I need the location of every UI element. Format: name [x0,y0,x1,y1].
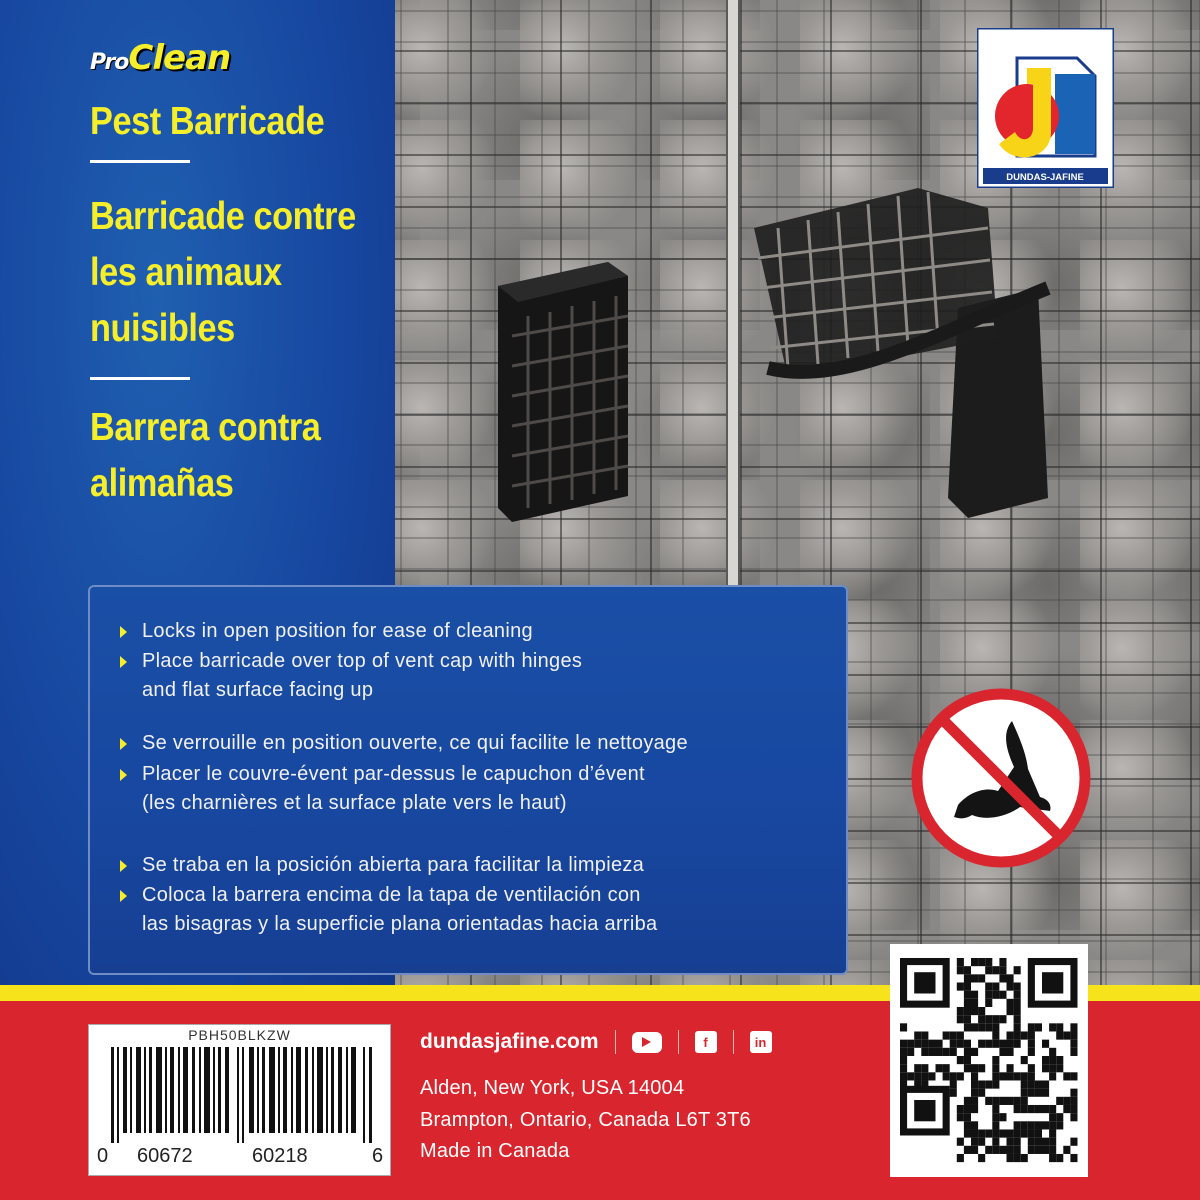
bullet-item: Place barricade over top of vent cap with hinges and flat surface facing up [120,647,582,705]
features-box [88,585,848,975]
dundas-jafine-logo [977,28,1114,188]
separator [615,1030,616,1054]
title-french: Barricade contre les animaux nuisibles [90,195,356,350]
qr-code[interactable] [890,944,1088,1177]
photo-divider [726,0,740,590]
made-in-label: Made in Canada [420,1140,570,1162]
address-canada: Brampton, Ontario, Canada L6T 3T6 [420,1109,751,1131]
bullet-item: Locks in open position for ease of cleaning [120,617,533,646]
website-link[interactable]: dundasjafine.com [420,1030,599,1053]
bullet-arrow-icon [120,738,127,750]
no-birds-icon [910,687,1092,869]
brand-clean: Clean [128,38,231,78]
bullet-item: Placer le couvre-évent par-dessus le capuchon d’évent (les charnières et la surface plate vers le haut) [120,760,645,818]
title-english: Pest Barricade [90,100,325,143]
svg-text:DUNDAS-JAFINE: DUNDAS-JAFINE [1006,172,1084,183]
youtube-icon[interactable] [632,1032,662,1053]
procleam-brand [90,38,230,78]
bullet-item: Se verrouille en position ouverte, ce qui facilite le nettoyage [120,729,688,758]
vent-cover-closed-image [488,246,648,526]
bullet-arrow-icon [120,890,127,902]
title-spanish: Barrera contra alimañas [90,406,321,505]
title-divider [90,377,190,380]
facebook-icon[interactable]: f [695,1031,717,1053]
separator [733,1030,734,1054]
vent-cover-open-image [748,168,1078,538]
separator [678,1030,679,1054]
bullet-item: Se traba en la posición abierta para facilitar la limpieza [120,851,644,880]
product-code: PBH50BLKZW [188,1027,291,1043]
barcode-bars [111,1047,373,1143]
bullet-arrow-icon [120,656,127,668]
bullet-arrow-icon [120,626,127,638]
footer-contact [420,1030,772,1054]
bullet-item: Coloca la barrera encima de la tapa de ventilación con las bisagras y la superficie plana orientadas hacia arriba [120,881,657,939]
barcode: PBH50BLKZW 0 60672 60218 6 [88,1024,391,1176]
bullet-arrow-icon [120,860,127,872]
linkedin-icon[interactable]: in [750,1031,772,1053]
title-divider [90,160,190,163]
brand-pro: Pro [90,50,129,75]
bullet-arrow-icon [120,769,127,781]
qr-pattern [900,958,1078,1163]
address-us: Alden, New York, USA 14004 [420,1077,685,1099]
